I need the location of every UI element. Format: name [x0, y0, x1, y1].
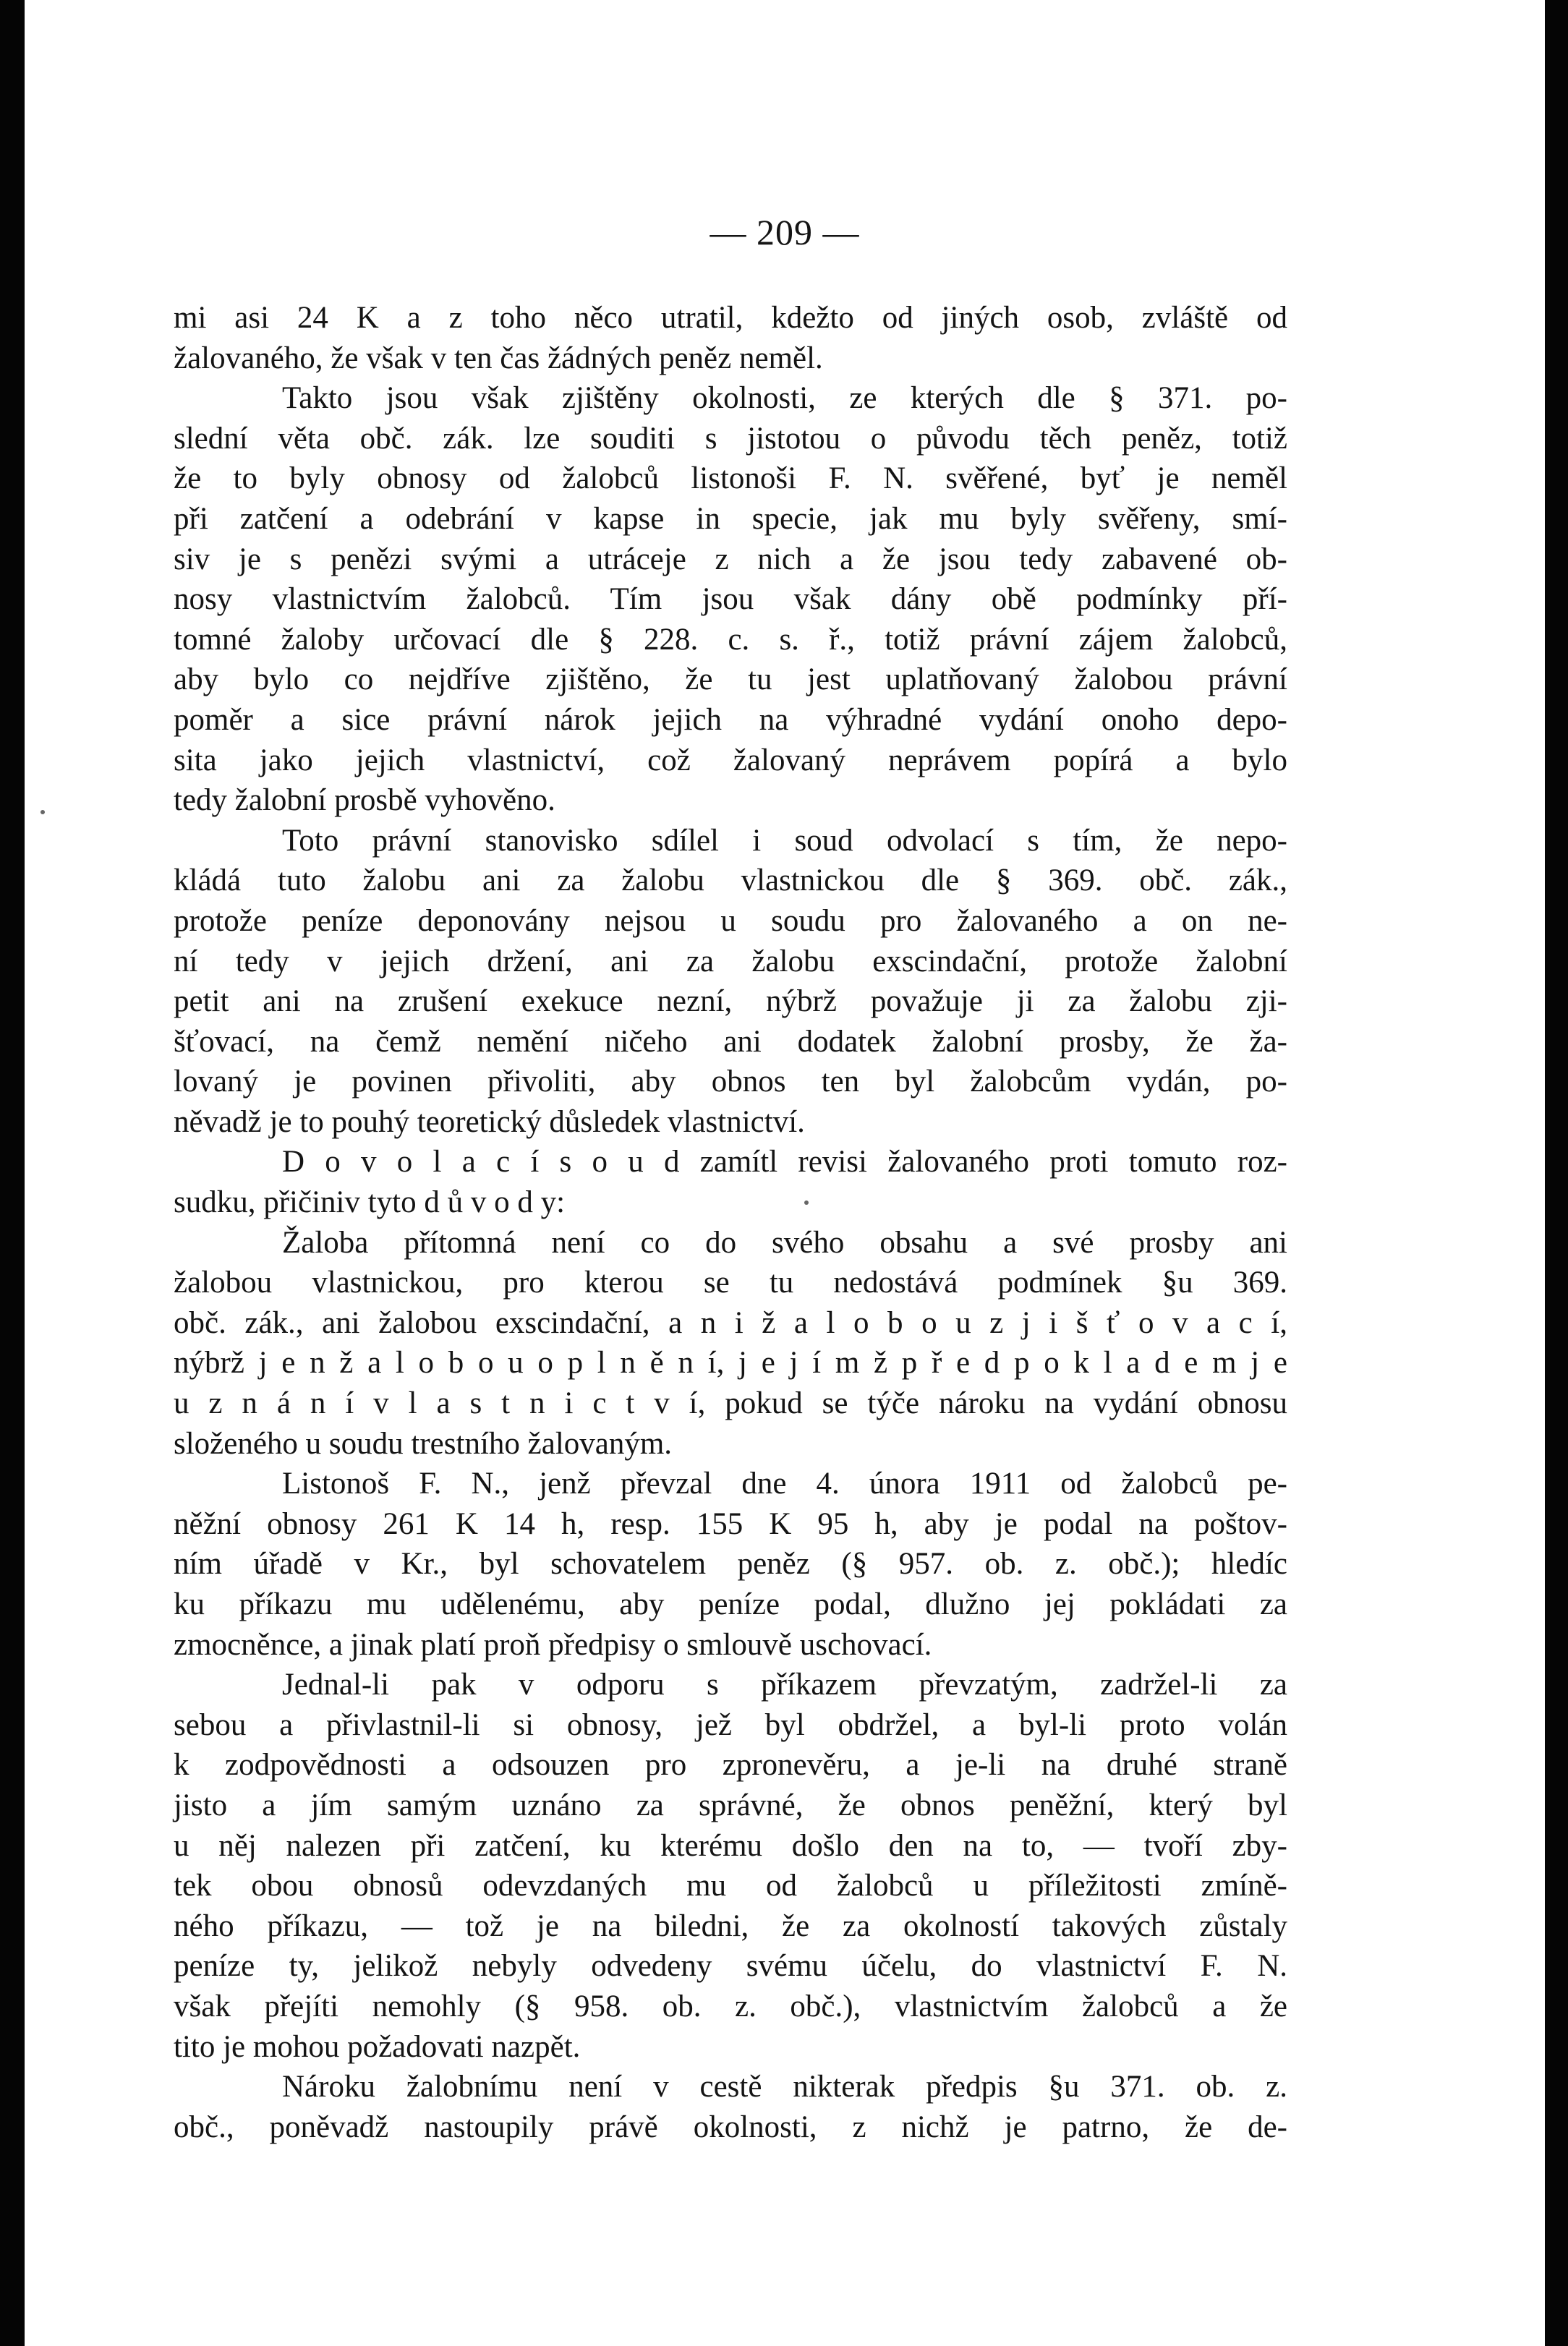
text-line: siv je s penězi svými a utráceje z nich a že jsou tedy zabavené ob- — [174, 542, 1287, 576]
text-line: u z n á n í v l a s t n i c t v í, pokud se týče nároku na vydání obnosu — [174, 1386, 1287, 1421]
text-line: kládá tuto žalobu ani za žalobu vlastnickou dle § 369. obč. zák., — [174, 863, 1287, 898]
print-speck — [41, 810, 45, 814]
print-speck — [804, 1200, 809, 1205]
text-line: nýbrž j e n ž a l o b o u o p l n ě n í, j e j í m ž p ř e d p o k l a d e m j e — [174, 1346, 1287, 1381]
text-line: že to byly obnosy od žalobců listonoši F. N. svěřené, byť je neměl — [174, 461, 1287, 496]
text-line: k zodpovědnosti a odsouzen pro zpronevěru, a je-li na druhé straně — [174, 1748, 1287, 1783]
text-line: ní tedy v jejich držení, ani za žalobu exscindační, protože žalobní — [174, 944, 1287, 978]
text-line: slední věta obč. zák. lze souditi s jistotou o původu těch peněz, totiž — [174, 421, 1287, 456]
text-line: něvadž je to pouhý teoretický důsledek vlastnictví. — [174, 1104, 805, 1139]
text-line: něžní obnosy 261 K 14 h, resp. 155 K 95 h, aby je podal na poštov- — [174, 1506, 1287, 1541]
text-line: tedy žalobní prosbě vyhověno. — [174, 783, 555, 818]
text-line: tomné žaloby určovací dle § 228. c. s. ř., totiž právní zájem žalobců, — [174, 622, 1287, 657]
body-text — [174, 298, 1287, 2147]
page-number: — 209 — — [710, 212, 860, 252]
text-line: šťovací, na čemž nemění ničeho ani dodatek žalobní prosby, že ža- — [174, 1024, 1287, 1059]
text-line: lovaný je povinen přivoliti, aby obnos ten byl žalobcům vydán, po- — [174, 1065, 1287, 1099]
text-line: tito je mohou požadovati nazpět. — [174, 2029, 581, 2064]
text-line: protože peníze deponovány nejsou u soudu pro žalovaného a on ne- — [174, 903, 1287, 938]
text-line: Toto právní stanovisko sdílel i soud odvolací s tím, že nepo- — [282, 823, 1287, 858]
text-line: jisto a jím samým uznáno za správné, že obnos peněžní, který byl — [174, 1788, 1287, 1822]
text-line: peníze ty, jelikož nebyly odvedeny svému účelu, do vlastnictví F. N. — [174, 1949, 1287, 1984]
text-line: ného příkazu, — tož je na biledni, že za okolností takových zůstaly — [174, 1908, 1287, 1943]
text-line: Jednal-li pak v odporu s příkazem převzatým, zadržel-li za — [282, 1668, 1287, 1702]
scan-border-right — [1545, 0, 1568, 2346]
text-line: petit ani na zrušení exekuce nezní, nýbrž považuje ji za žalobu zji- — [174, 984, 1287, 1019]
text-line: sudku, přičiniv tyto d ů v o d y: — [174, 1185, 566, 1220]
text-line: obč., poněvadž nastoupily právě okolnosti, z nichž je patrno, že de- — [174, 2110, 1287, 2144]
text-line: poměr a sice právní nárok jejich na výhradné vydání onoho depo- — [174, 702, 1287, 737]
scan-border-left — [0, 0, 25, 2346]
text-line: při zatčení a odebrání v kapse in specie, jak mu byly svěřeny, smí- — [174, 501, 1287, 536]
text-line: nosy vlastnictvím žalobců. Tím jsou však dány obě podmínky pří- — [174, 582, 1287, 617]
text-line: D o v o l a c í s o u d zamítl revisi žalovaného proti tomuto roz- — [282, 1145, 1287, 1180]
text-line: aby bylo co nejdříve zjištěno, že tu jest uplatňovaný žalobou právní — [174, 662, 1287, 697]
text-line: Takto jsou však zjištěny okolnosti, ze kterých dle § 371. po- — [282, 381, 1287, 416]
text-line: ku příkazu mu udělenému, aby peníze podal, dlužno jej pokládati za — [174, 1587, 1287, 1621]
text-line: tek obou obnosů odevzdaných mu od žalobců u příležitosti zmíně- — [174, 1869, 1287, 1903]
text-line: Nároku žalobnímu není v cestě nikterak předpis §u 371. ob. z. — [282, 2070, 1287, 2104]
text-line: žalobou vlastnickou, pro kterou se tu nedostává podmínek §u 369. — [174, 1266, 1287, 1300]
text-line: mi asi 24 K a z toho něco utratil, kdežto od jiných osob, zvláště od — [174, 301, 1287, 335]
text-line: Žaloba přítomná není co do svého obsahu a své prosby ani — [282, 1225, 1287, 1260]
text-line: zmocněnce, a jinak platí proň předpisy o smlouvě uschovací. — [174, 1627, 932, 1662]
text-line: Listonoš F. N., jenž převzal dne 4. února 1911 od žalobců pe- — [282, 1467, 1287, 1501]
text-line: u něj nalezen při zatčení, ku kterému došlo den na to, — tvoří zby- — [174, 1828, 1287, 1863]
document-page — [25, 0, 1545, 2346]
text-line: ním úřadě v Kr., byl schovatelem peněz (§ 957. ob. z. obč.); hledíc — [174, 1547, 1287, 1582]
text-line: sita jako jejich vlastnictví, což žalovaný neprávem popírá a bylo — [174, 743, 1287, 777]
text-line: žalovaného, že však v ten čas žádných peněz neměl. — [174, 341, 823, 375]
text-line: složeného u soudu trestního žalovaným. — [174, 1426, 673, 1461]
text-line: obč. zák., ani žalobou exscindační, a n i ž a l o b o u z j i š ť o v a c í, — [174, 1305, 1287, 1340]
text-line: sebou a přivlastnil-li si obnosy, jež byl obdržel, a byl-li proto volán — [174, 1707, 1287, 1742]
text-line: však přejíti nemohly (§ 958. ob. z. obč.), vlastnictvím žalobců a že — [174, 1989, 1287, 2023]
